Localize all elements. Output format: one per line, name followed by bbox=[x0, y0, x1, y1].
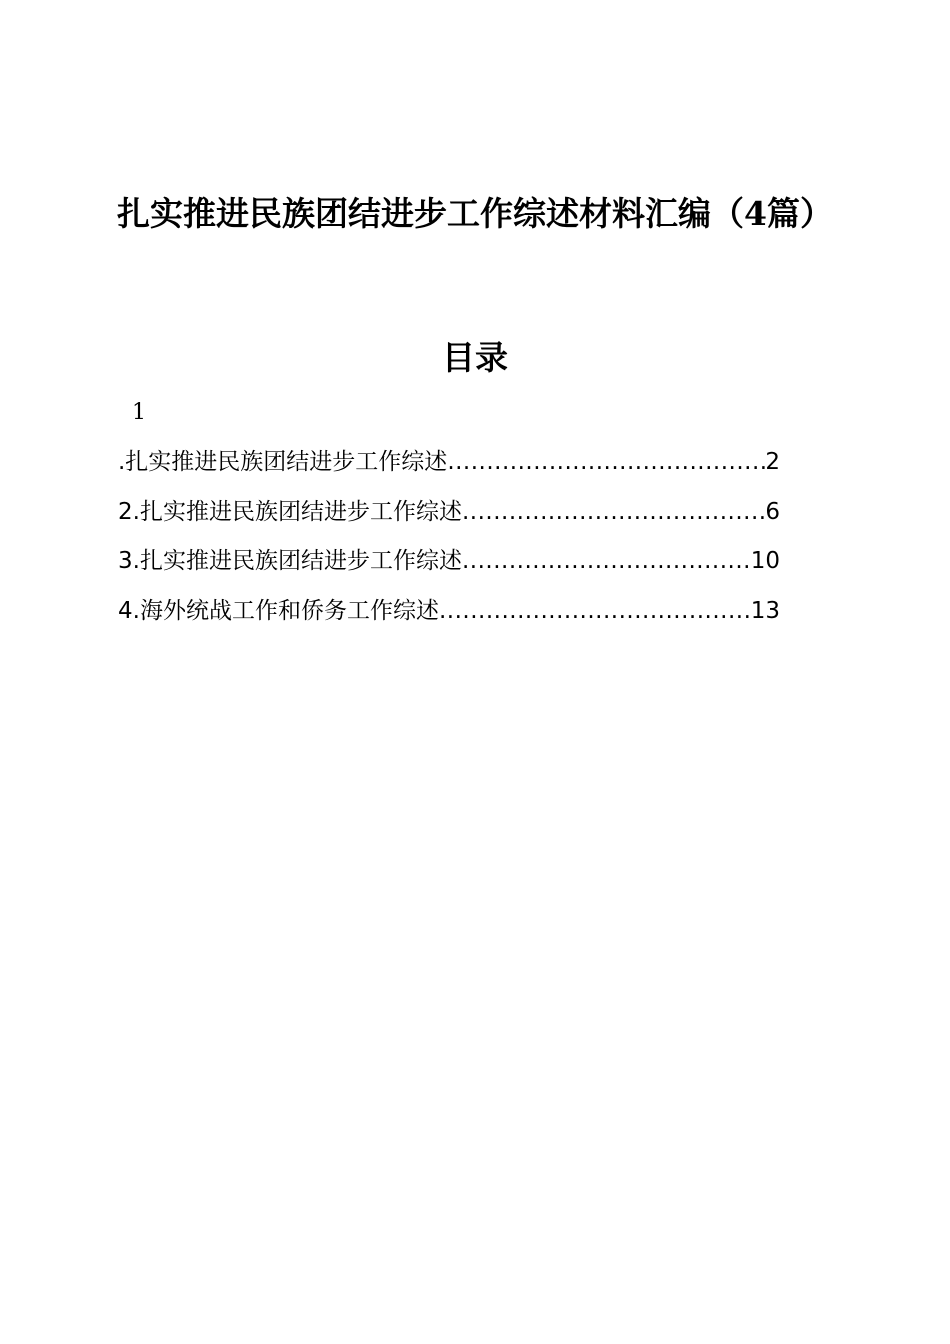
toc-entry-label: 4.海外统战工作和侨务工作综述 bbox=[118, 597, 439, 624]
toc-heading: 目录 bbox=[442, 338, 508, 377]
toc-entry-page: 13 bbox=[750, 597, 780, 624]
toc-entry-4[interactable] bbox=[118, 593, 780, 643]
toc-orphan-number: 1 bbox=[132, 400, 146, 425]
toc-leader-dots bbox=[447, 444, 765, 480]
toc-entry-label: 3.扎实推进民族团结进步工作综述 bbox=[118, 548, 462, 574]
toc-entry-1[interactable] bbox=[118, 444, 780, 494]
toc-leader-dots bbox=[462, 543, 751, 579]
toc-entry-page: 2 bbox=[765, 449, 780, 475]
toc-entry-page: 10 bbox=[750, 548, 780, 574]
toc-entry-3[interactable] bbox=[118, 543, 780, 593]
document-title: 扎实推进民族团结进步工作综述材料汇编（4篇） bbox=[117, 194, 833, 233]
table-of-contents bbox=[118, 444, 780, 642]
toc-leader-dots bbox=[462, 494, 765, 530]
toc-leader-dots bbox=[439, 593, 751, 629]
toc-entry-label: .扎实推进民族团结进步工作综述 bbox=[118, 449, 448, 475]
toc-entry-2[interactable] bbox=[118, 494, 780, 544]
toc-entry-label: 2.扎实推进民族团结进步工作综述 bbox=[118, 498, 462, 525]
toc-entry-page: 6 bbox=[765, 498, 780, 525]
